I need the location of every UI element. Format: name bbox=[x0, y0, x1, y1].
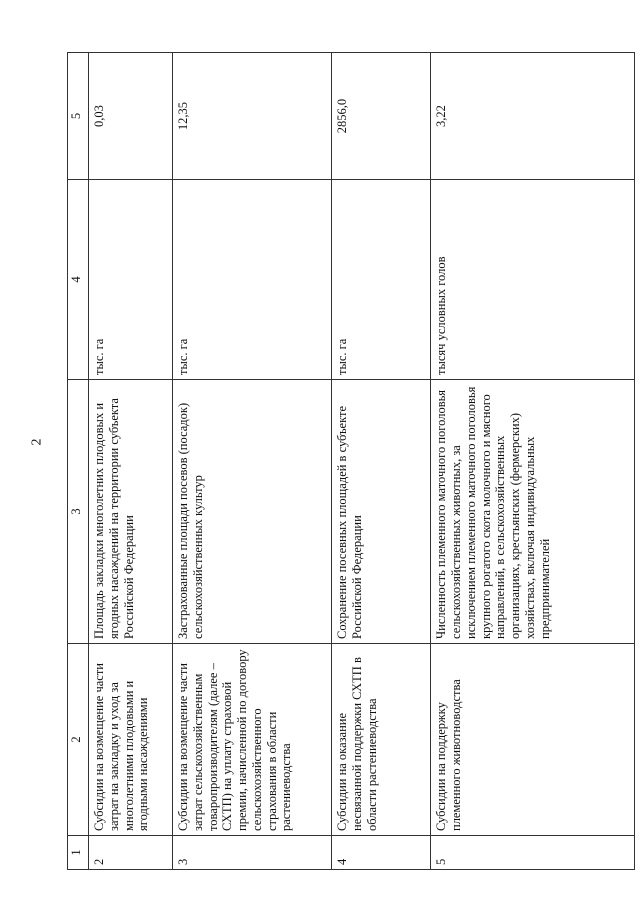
indicator-name: Численность племенного маточного поголовья сельскохозяйственных животных, за исключением племенного маточного поголовья крупного рогатого скота молочного и мясного направлений, в сельскохозяйственных организациях, крестьянских (фермерских) хозяйствах, включая индивидуальных предпринимателей bbox=[431, 380, 635, 644]
table-row bbox=[173, 53, 332, 870]
subsidy-name: Субсидии на возмещение части затрат сельскохозяйственным товаропроизводителям (далее – СХТП) на уплату страховой премии, начисленной по договору сельскохозяйственного страхования в области растениеводства bbox=[173, 644, 332, 836]
unit-of-measure: тыс. га bbox=[173, 180, 332, 380]
table-row bbox=[431, 53, 635, 870]
header-col-4: 4 bbox=[68, 180, 89, 380]
header-col-5: 5 bbox=[68, 53, 89, 180]
indicator-value: 3,22 bbox=[431, 53, 635, 180]
subsidy-name: Субсидии на возмещение части затрат на закладку и уход за многолетними плодовыми и ягодными насаждениями bbox=[89, 644, 173, 836]
rotated-table-container bbox=[67, 53, 635, 870]
table-row bbox=[332, 53, 431, 870]
unit-of-measure: тысяч условных голов bbox=[431, 180, 635, 380]
unit-of-measure: тыс. га bbox=[332, 180, 431, 380]
indicator-name: Сохранение посевных площадей в субъекте Российской Федерации bbox=[332, 380, 431, 644]
header-col-2: 2 bbox=[68, 644, 89, 836]
table-row bbox=[89, 53, 173, 870]
page-number: 2 bbox=[29, 438, 45, 446]
row-number: 2 bbox=[89, 836, 173, 870]
unit-of-measure: тыс. га bbox=[89, 180, 173, 380]
indicator-name: Площадь закладки многолетних плодовых и ягодных насаждений на территории субъекта Российской Федерации bbox=[89, 380, 173, 644]
indicator-value: 2856,0 bbox=[332, 53, 431, 180]
table-header-row bbox=[68, 53, 89, 870]
header-col-3: 3 bbox=[68, 380, 89, 644]
indicator-name: Застрахованные площади посевов (посадок) сельскохозяйственных культур bbox=[173, 380, 332, 644]
subsidy-indicators-table bbox=[67, 52, 635, 870]
row-number: 3 bbox=[173, 836, 332, 870]
header-col-1: 1 bbox=[68, 836, 89, 870]
row-number: 4 bbox=[332, 836, 431, 870]
indicator-value: 12,35 bbox=[173, 53, 332, 180]
subsidy-name: Субсидии на поддержку племенного животноводства bbox=[431, 644, 635, 836]
subsidy-name: Субсидии на оказание несвязанной поддержки СХТП в области растениеводства bbox=[332, 644, 431, 836]
indicator-value: 0,03 bbox=[89, 53, 173, 180]
row-number: 5 bbox=[431, 836, 635, 870]
